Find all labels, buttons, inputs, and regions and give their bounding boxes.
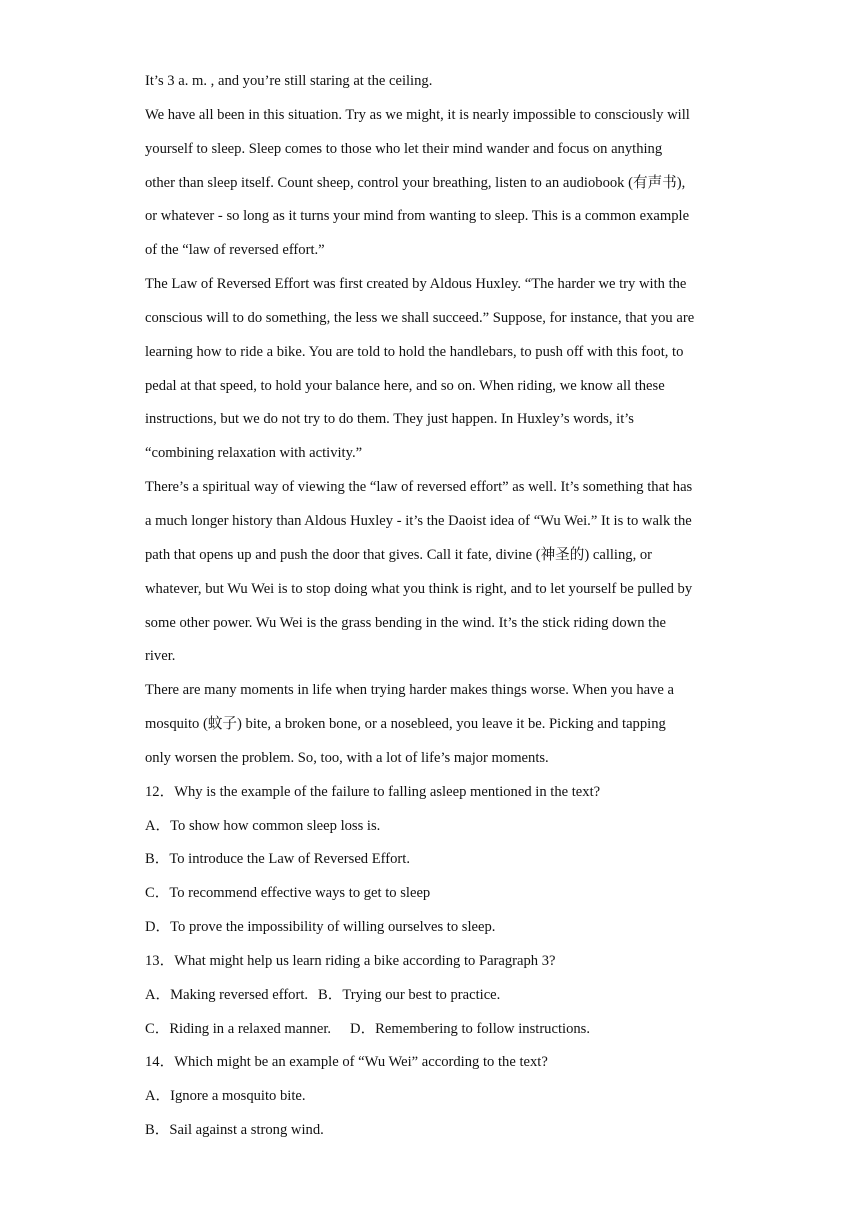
paragraph-4 [145,471,725,674]
text-line: yourself to sleep. Sleep comes to those who let their mind wander and focus on anything [145,140,663,157]
text-line: The Law of Reversed Effort was first created by Aldous Huxley. “The harder we try with the [145,276,687,293]
answer-option-c[interactable]: C．To recommend effective ways to get to sleep [145,885,431,902]
options-row [145,1013,725,1047]
answer-option-d[interactable]: D．To prove the impossibility of willing ourselves to sleep. [145,919,496,936]
passage [145,65,725,776]
paragraph-2 [145,99,725,268]
question-stem: 12．Why is the example of the failure to falling asleep mentioned in the text? [145,783,601,800]
text-line: There’s a spiritual way of viewing the “law of reversed effort” as well. It’s something that has [145,479,693,496]
text-line: only worsen the problem. So, too, with a lot of life’s major moments. [145,749,549,766]
text-line: We have all been in this situation. Try as we might, it is nearly impossible to consciously will [145,106,690,123]
text-line: other than sleep itself. Count sheep, control your breathing, listen to an audiobook (有声书), [145,174,686,191]
text-line: instructions, but we do not try to do them. They just happen. In Huxley’s words, it’s [145,411,634,428]
text-line: a much longer history than Aldous Huxley - it’s the Daoist idea of “Wu Wei.” It is to walk the [145,512,692,529]
text-line: It’s 3 a. m. , and you’re still staring at the ceiling. [145,73,433,89]
options-row [145,979,725,1013]
paragraph-1 [145,65,725,99]
text-line: path that opens up and push the door that gives. Call it fate, divine (神圣的) calling, or [145,546,653,563]
question-12 [145,776,725,945]
text-line: mosquito (蚊子) bite, a broken bone, or a nosebleed, you leave it be. Picking and tapping [145,716,666,733]
document-body [145,65,725,1148]
text-line: “combining relaxation with activity.” [145,445,363,462]
answer-option-b[interactable]: B．Trying our best to practice. [318,986,501,1003]
question-stem: 14．Which might be an example of “Wu Wei” according to the text? [145,1054,548,1071]
answer-option-a[interactable]: A．Making reversed effort. [145,986,309,1003]
paragraph-5 [145,674,725,776]
answer-option-b[interactable]: B．To introduce the Law of Reversed Effort. [145,851,410,868]
answer-option-b[interactable]: B．Sail against a strong wind. [145,1122,324,1139]
text-line: whatever, but Wu Wei is to stop doing what you think is right, and to let yourself be pulled by [145,580,693,597]
paragraph-3 [145,268,725,471]
answer-option-a[interactable]: A．Ignore a mosquito bite. [145,1088,306,1105]
answer-option-d[interactable]: D．Remembering to follow instructions. [350,1020,590,1037]
text-line: learning how to ride a bike. You are told to hold the handlebars, to push off with this foot, to [145,343,684,360]
text-line: of the “law of reversed effort.” [145,242,325,259]
text-line: river. [145,648,176,665]
question-stem: 13．What might help us learn riding a bike according to Paragraph 3? [145,952,556,969]
question-14 [145,1046,725,1148]
text-line: some other power. Wu Wei is the grass bending in the wind. It’s the stick riding down the [145,614,666,631]
text-line: pedal at that speed, to hold your balance here, and so on. When riding, we know all these [145,377,665,394]
text-line: conscious will to do something, the less we shall succeed.” Suppose, for instance, that you are [145,309,695,326]
text-line: There are many moments in life when trying harder makes things worse. When you have a [145,682,674,699]
text-line: or whatever - so long as it turns your mind from wanting to sleep. This is a common example [145,208,690,225]
answer-option-a[interactable]: A．To show how common sleep loss is. [145,817,381,834]
answer-option-c[interactable]: C．Riding in a relaxed manner. [145,1020,332,1037]
question-13 [145,945,725,1047]
